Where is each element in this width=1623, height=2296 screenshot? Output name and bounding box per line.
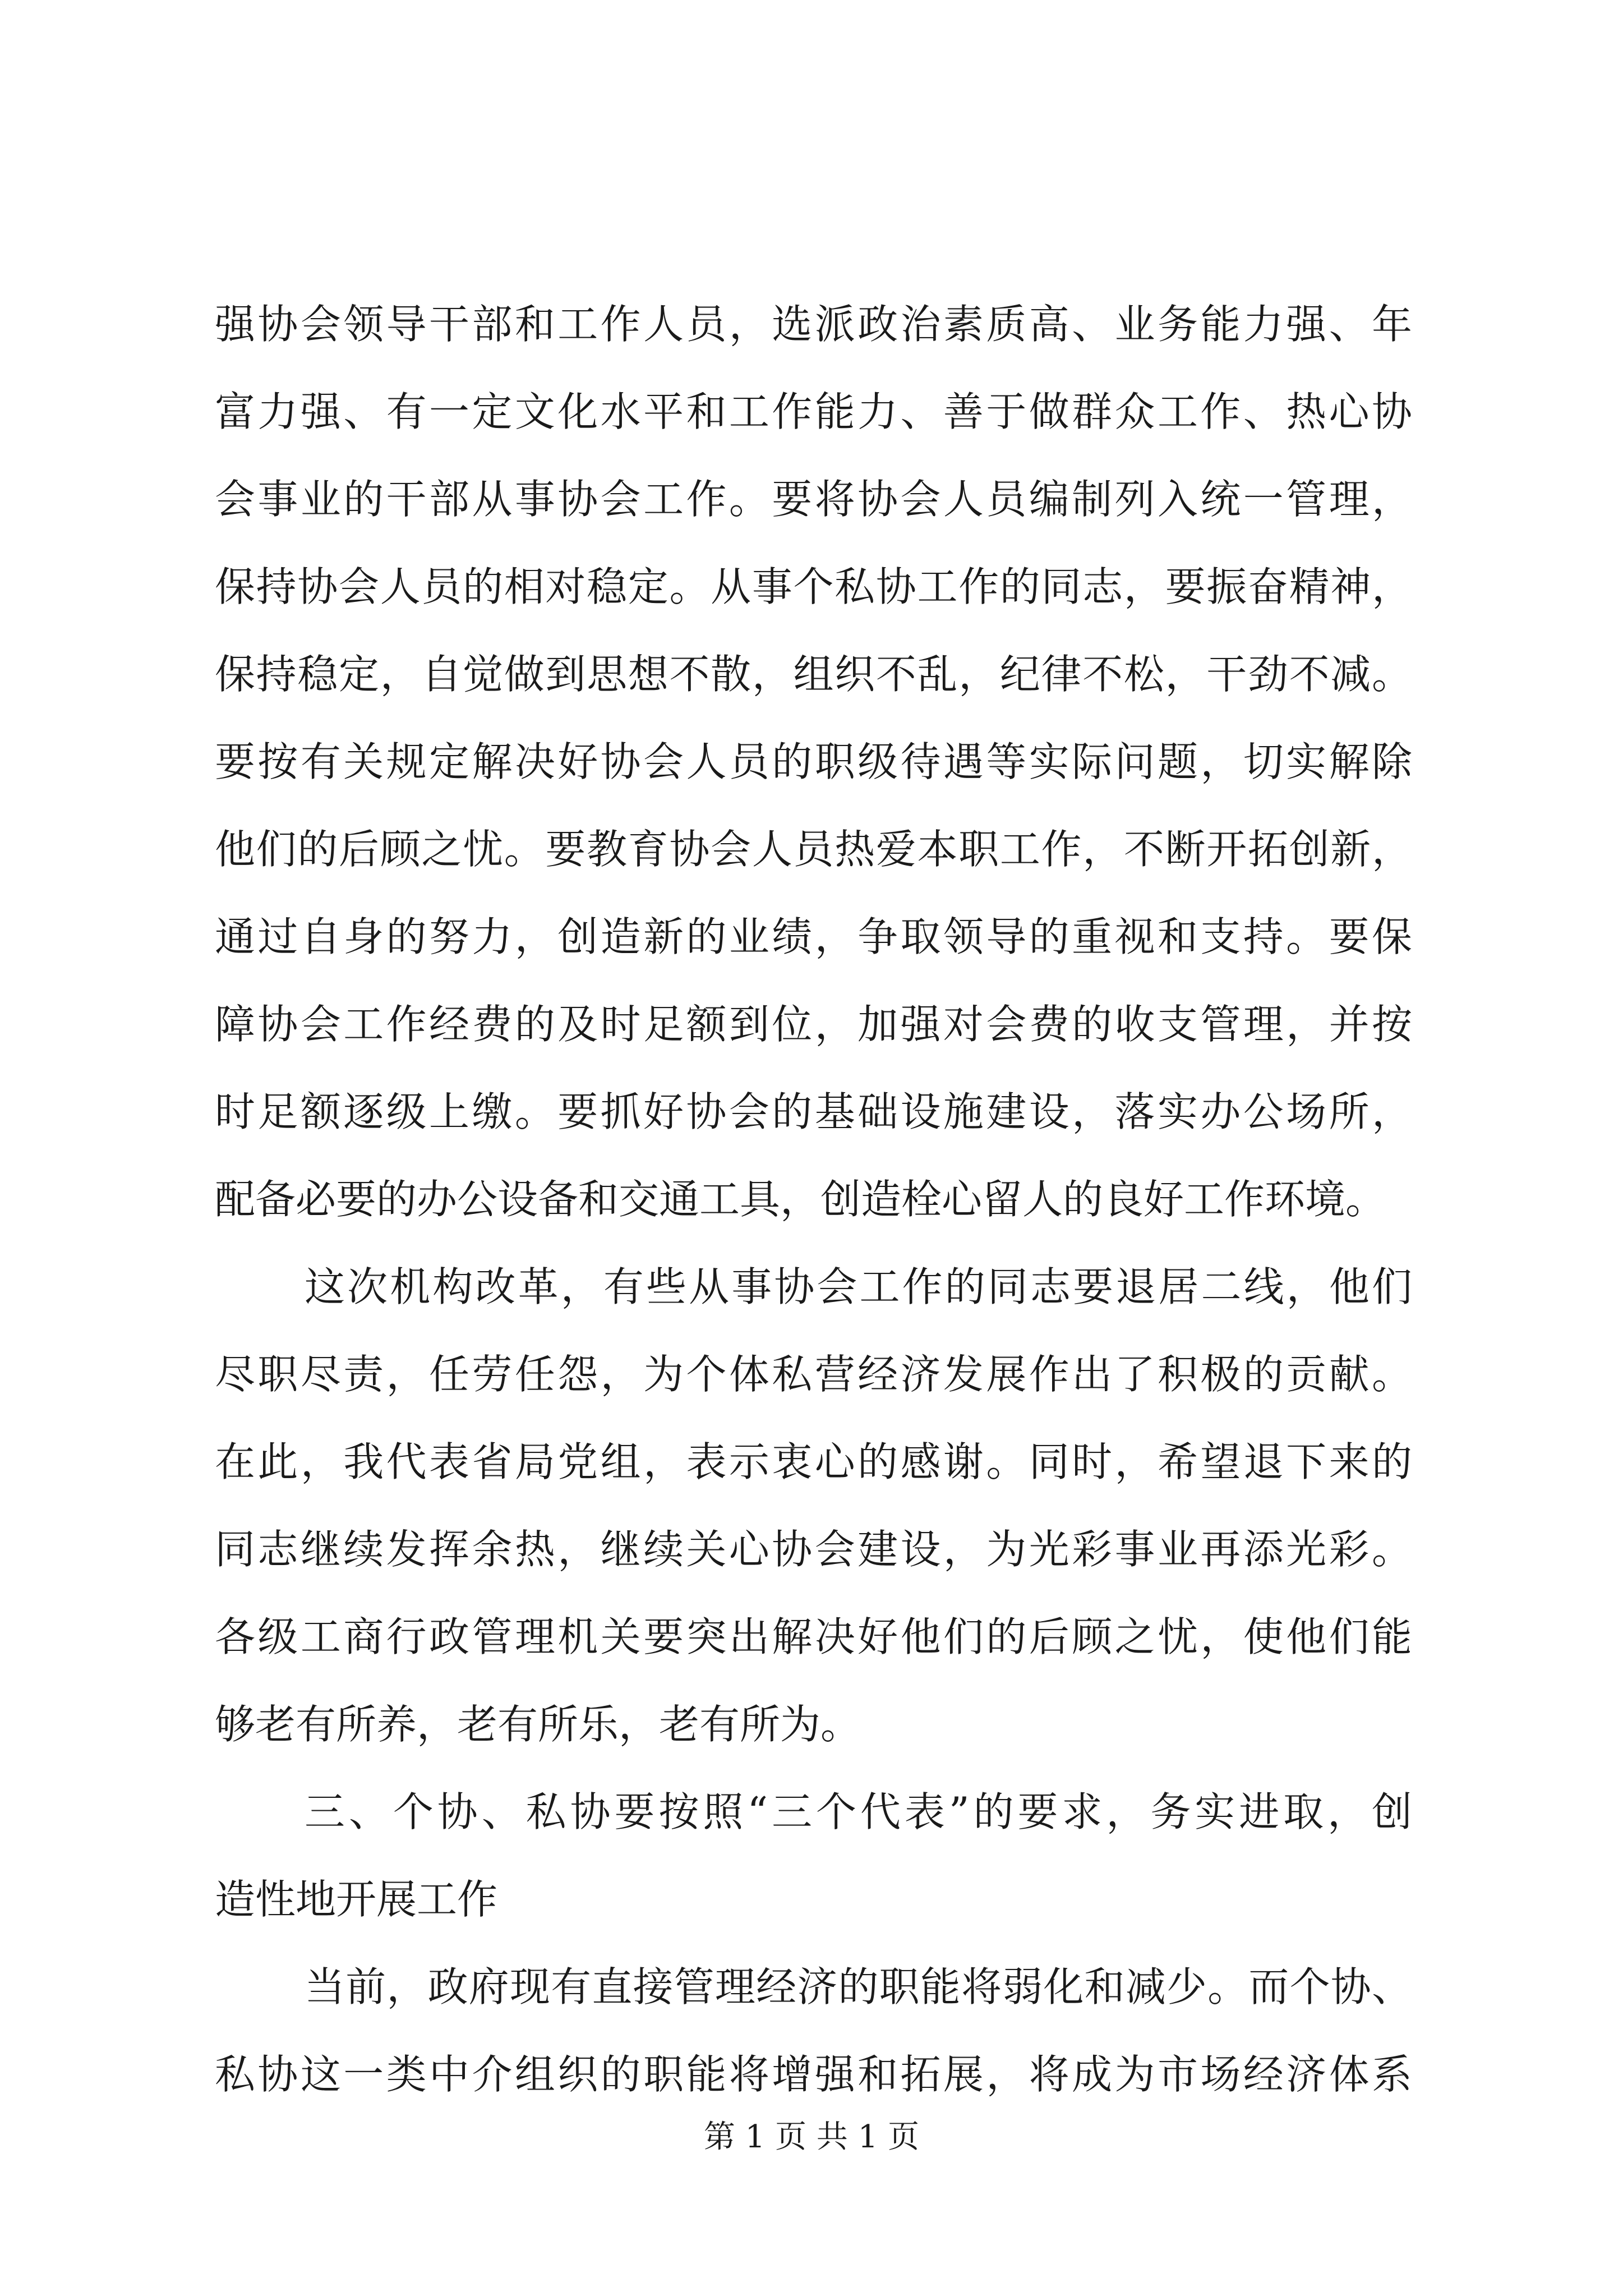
- text-line: 保持协会人员的相对稳定。从事个私协工作的同志，要振奋精神，: [215, 563, 1412, 610]
- text-line: 各级工商行政管理机关要突出解决好他们的后顾之忧，使他们能: [215, 1613, 1412, 1660]
- text-line: 时足额逐级上缴。要抓好协会的基础设施建设，落实办公场所，: [215, 1088, 1412, 1135]
- text-line: 配备必要的办公设备和交通工具，创造栓心留人的良好工作环境。: [215, 1176, 1386, 1223]
- text-line: 通过自身的努力，创造新的业绩，争取领导的重视和支持。要保: [215, 913, 1412, 960]
- text-line: 够老有所养，老有所乐，老有所为。: [215, 1701, 861, 1748]
- text-line: 强协会领导干部和工作人员，选派政治素质高、业务能力强、年: [215, 301, 1412, 348]
- text-line: 尽职尽责，任劳任怨，为个体私营经济发展作出了积极的贡献。: [215, 1351, 1412, 1398]
- text-line: 同志继续发挥余热，继续关心协会建设，为光彩事业再添光彩。: [215, 1526, 1412, 1573]
- text-line: 他们的后顾之忧。要教育协会人员热爱本职工作，不断开拓创新，: [215, 826, 1412, 873]
- text-line: 私协这一类中介组织的职能将增强和拓展，将成为市场经济体系: [215, 2051, 1412, 2098]
- text-line: 在此，我代表省局党组，表示衷心的感谢。同时，希望退下来的: [215, 1438, 1412, 1485]
- text-line: 富力强、有一定文化水平和工作能力、善于做群众工作、热心协: [215, 388, 1412, 435]
- text-line: 障协会工作经费的及时足额到位，加强对会费的收支管理，并按: [215, 1001, 1412, 1048]
- section-heading-line: 三、个协、私协要按照“三个代表”的要求，务实进取，创: [305, 1788, 1412, 1835]
- page-footer: [0, 2115, 1623, 2160]
- page-number-label: 第 1 页 共 1 页: [703, 2119, 920, 2155]
- text-line: 这次机构改革，有些从事协会工作的同志要退居二线，他们: [305, 1263, 1412, 1310]
- text-line: 要按有关规定解决好协会人员的职级待遇等实际问题，切实解除: [215, 738, 1412, 785]
- text-line: 保持稳定，自觉做到思想不散，组织不乱，纪律不松，干劲不减。: [215, 651, 1412, 698]
- text-line: 当前，政府现有直接管理经济的职能将弱化和减少。而个协、: [305, 1963, 1412, 2010]
- section-heading-line: 造性地开展工作: [215, 1876, 498, 1923]
- text-line: 会事业的干部从事协会工作。要将协会人员编制列入统一管理，: [215, 476, 1412, 523]
- document-body: [215, 280, 1412, 2118]
